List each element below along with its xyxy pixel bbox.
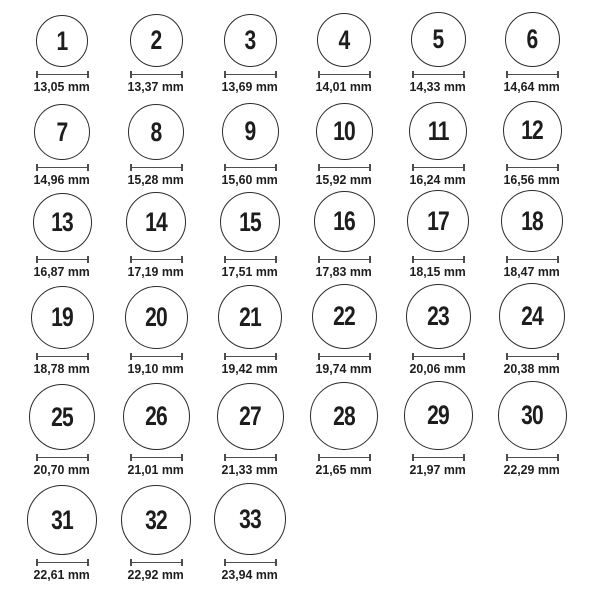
ring-size-number: 33: [239, 503, 261, 534]
ring-size-cell: [203, 14, 297, 94]
diameter-measure-bar: [38, 356, 87, 358]
ring-size-number: 29: [427, 400, 449, 430]
diameter-measure-line: [224, 164, 277, 171]
diameter-measure-bar: [414, 356, 463, 358]
ring-circle: [409, 102, 467, 160]
diameter-measure-bar: [508, 356, 557, 358]
ring-size-number: 27: [239, 401, 261, 431]
ring-size-number: 3: [244, 25, 256, 55]
ring-circle: [498, 381, 567, 450]
diameter-measure-bar: [38, 457, 87, 459]
diameter-measure-line: [224, 256, 277, 263]
ring-circle: [218, 285, 282, 349]
diameter-label: 17,19 mm: [127, 264, 185, 279]
ring-size-cell: [485, 381, 579, 477]
ring-size-cell: [297, 382, 391, 477]
diameter-measure-bar: [132, 259, 181, 261]
diameter-measure-line: [130, 454, 183, 461]
diameter-measure-bar: [226, 259, 275, 261]
ring-size-cell: [391, 381, 485, 477]
ring-size-cell: [485, 190, 579, 279]
ring-size-cell: [485, 101, 579, 187]
ring-circle: [407, 190, 469, 252]
ring-size-number: 14: [145, 206, 167, 237]
diameter-measure-bar: [38, 167, 87, 169]
diameter-measure-line: [318, 353, 371, 360]
ring-size-number: 32: [145, 504, 167, 535]
diameter-label: 22,29 mm: [503, 462, 561, 477]
ring-circle: [29, 384, 95, 450]
ring-circle: [126, 192, 186, 252]
diameter-label: 15,60 mm: [221, 172, 279, 187]
ring-circle: [34, 104, 90, 160]
diameter-label: 14,01 mm: [315, 79, 373, 94]
ring-circle: [501, 190, 563, 252]
chart-row: [0, 2, 600, 94]
diameter-measure-line: [36, 454, 89, 461]
diameter-label: 21,01 mm: [127, 462, 185, 477]
diameter-measure-bar: [226, 167, 275, 169]
ring-circle: [121, 485, 191, 555]
diameter-label: 20,38 mm: [503, 361, 561, 376]
diameter-label: 21,33 mm: [221, 462, 279, 477]
ring-circle: [499, 283, 565, 349]
diameter-label: 19,74 mm: [315, 361, 373, 376]
ring-size-cell: [109, 286, 203, 376]
diameter-measure-bar: [414, 74, 463, 76]
diameter-measure-line: [36, 353, 89, 360]
diameter-measure-bar: [38, 74, 87, 76]
diameter-label: 13,37 mm: [127, 79, 185, 94]
diameter-label: 20,06 mm: [409, 361, 467, 376]
diameter-measure-bar: [132, 562, 181, 564]
ring-size-number: 28: [333, 400, 355, 431]
diameter-measure-bar: [320, 74, 369, 76]
diameter-label: 18,47 mm: [503, 264, 561, 279]
ring-size-number: 21: [239, 301, 261, 332]
ring-circle: [27, 485, 97, 555]
diameter-label: 19,10 mm: [127, 361, 185, 376]
diameter-label: 16,56 mm: [503, 172, 561, 187]
diameter-label: 21,65 mm: [315, 462, 373, 477]
ring-size-number: 23: [427, 301, 449, 331]
ring-circle: [130, 14, 183, 67]
diameter-measure-line: [506, 256, 559, 263]
ring-size-number: 31: [51, 504, 73, 535]
chart-row: [0, 279, 600, 376]
diameter-measure-line: [130, 71, 183, 78]
ring-size-number: 17: [427, 205, 449, 236]
diameter-label: 22,61 mm: [33, 567, 91, 582]
diameter-measure-line: [318, 256, 371, 263]
diameter-measure-line: [412, 353, 465, 360]
diameter-measure-bar: [414, 167, 463, 169]
ring-size-number: 7: [56, 116, 68, 147]
ring-size-cell: [297, 191, 391, 279]
diameter-label: 16,87 mm: [33, 264, 91, 279]
diameter-label: 23,94 mm: [221, 567, 279, 582]
ring-size-cell: [203, 103, 297, 187]
diameter-measure-bar: [320, 457, 369, 459]
ring-size-cell: [297, 284, 391, 376]
ring-size-cell: [297, 13, 391, 94]
diameter-measure-line: [412, 256, 465, 263]
ring-circle: [31, 286, 94, 349]
diameter-measure-bar: [132, 457, 181, 459]
ring-size-number: 22: [333, 301, 355, 331]
ring-circle: [224, 14, 277, 67]
diameter-measure-bar: [320, 356, 369, 358]
ring-size-number: 4: [338, 24, 350, 55]
ring-circle: [36, 15, 88, 67]
diameter-measure-line: [412, 164, 465, 171]
ring-size-cell: [109, 104, 203, 187]
diameter-label: 14,33 mm: [409, 79, 467, 94]
ring-size-number: 16: [333, 206, 355, 236]
diameter-measure-line: [36, 559, 89, 566]
ring-circle: [128, 104, 184, 160]
diameter-label: 22,92 mm: [127, 567, 185, 582]
diameter-label: 16,24 mm: [409, 172, 467, 187]
chart-row: [0, 94, 600, 187]
diameter-measure-bar: [508, 457, 557, 459]
diameter-measure-line: [130, 559, 183, 566]
chart-row: [0, 376, 600, 477]
diameter-label: 17,83 mm: [315, 264, 373, 279]
ring-circle: [222, 103, 279, 160]
diameter-measure-line: [130, 256, 183, 263]
ring-size-number: 8: [150, 116, 162, 147]
diameter-measure-line: [318, 454, 371, 461]
ring-circle: [123, 383, 190, 450]
diameter-measure-line: [318, 71, 371, 78]
ring-circle: [505, 12, 560, 67]
ring-size-cell: [391, 190, 485, 279]
ring-size-cell: [391, 102, 485, 187]
ring-size-cell: [109, 485, 203, 582]
ring-size-cell: [15, 15, 109, 94]
diameter-measure-bar: [132, 74, 181, 76]
ring-size-cell: [15, 104, 109, 187]
diameter-label: 15,28 mm: [127, 172, 185, 187]
ring-circle: [411, 12, 466, 67]
diameter-label: 19,42 mm: [221, 361, 279, 376]
ring-size-cell: [15, 286, 109, 376]
diameter-measure-bar: [38, 562, 87, 564]
ring-circle: [310, 382, 378, 450]
ring-size-number: 2: [150, 25, 162, 55]
diameter-label: 17,51 mm: [221, 264, 279, 279]
diameter-measure-bar: [508, 167, 557, 169]
diameter-measure-bar: [226, 457, 275, 459]
diameter-measure-line: [36, 164, 89, 171]
ring-size-cell: [15, 485, 109, 582]
chart-row: [0, 477, 600, 582]
diameter-measure-line: [412, 71, 465, 78]
diameter-measure-bar: [414, 457, 463, 459]
ring-size-cell: [15, 193, 109, 279]
diameter-measure-bar: [226, 562, 275, 564]
diameter-measure-line: [36, 71, 89, 78]
ring-circle: [406, 284, 471, 349]
diameter-label: 13,69 mm: [221, 79, 279, 94]
ring-size-cell: [485, 283, 579, 376]
diameter-label: 13,05 mm: [33, 79, 91, 94]
ring-circle: [314, 191, 375, 252]
ring-size-number: 6: [526, 24, 538, 54]
chart-row: [0, 187, 600, 279]
diameter-label: 14,64 mm: [503, 79, 561, 94]
ring-size-cell: [203, 285, 297, 376]
ring-size-number: 26: [145, 401, 167, 431]
ring-size-number: 30: [521, 400, 543, 430]
ring-circle: [214, 483, 286, 555]
ring-size-number: 13: [51, 207, 73, 237]
ring-size-number: 20: [145, 302, 167, 332]
diameter-measure-line: [224, 353, 277, 360]
diameter-measure-line: [130, 353, 183, 360]
ring-size-cell: [297, 103, 391, 187]
diameter-measure-bar: [132, 167, 181, 169]
diameter-measure-line: [224, 71, 277, 78]
ring-circle: [316, 103, 373, 160]
ring-size-cell: [203, 192, 297, 279]
ring-size-number: 15: [239, 206, 261, 237]
diameter-label: 21,97 mm: [409, 462, 467, 477]
ring-circle: [312, 284, 377, 349]
diameter-measure-bar: [320, 259, 369, 261]
ring-circle: [404, 381, 473, 450]
ring-size-cell: [109, 192, 203, 279]
ring-circle: [220, 192, 280, 252]
diameter-measure-line: [224, 454, 277, 461]
ring-size-cell: [391, 284, 485, 376]
diameter-label: 18,78 mm: [33, 361, 91, 376]
diameter-measure-bar: [414, 259, 463, 261]
ring-size-number: 25: [51, 401, 73, 432]
diameter-measure-bar: [508, 74, 557, 76]
diameter-measure-line: [224, 559, 277, 566]
ring-size-number: 5: [432, 24, 444, 54]
diameter-measure-bar: [132, 356, 181, 358]
diameter-measure-line: [412, 454, 465, 461]
ring-size-cell: [203, 383, 297, 477]
diameter-measure-bar: [508, 259, 557, 261]
diameter-measure-line: [506, 454, 559, 461]
diameter-measure-line: [130, 164, 183, 171]
diameter-measure-bar: [320, 167, 369, 169]
diameter-label: 15,92 mm: [315, 172, 373, 187]
ring-circle: [217, 383, 284, 450]
diameter-measure-line: [318, 164, 371, 171]
diameter-measure-bar: [226, 356, 275, 358]
diameter-measure-bar: [38, 259, 87, 261]
ring-size-number: 19: [51, 302, 73, 332]
diameter-label: 14,96 mm: [33, 172, 91, 187]
diameter-label: 18,15 mm: [409, 264, 467, 279]
diameter-measure-line: [36, 256, 89, 263]
ring-size-number: 10: [333, 116, 355, 146]
ring-size-cell: [109, 383, 203, 477]
ring-size-cell: [391, 12, 485, 94]
ring-circle: [33, 193, 92, 252]
ring-size-number: 11: [427, 115, 449, 146]
ring-size-number: 1: [56, 25, 68, 56]
ring-size-cell: [203, 483, 297, 582]
diameter-measure-line: [506, 71, 559, 78]
diameter-label: 20,70 mm: [33, 462, 91, 477]
ring-circle: [125, 286, 188, 349]
ring-circle: [503, 101, 562, 160]
ring-size-number: 9: [244, 116, 256, 146]
ring-circle: [317, 13, 371, 67]
ring-size-number: 12: [521, 115, 543, 145]
ring-size-number: 18: [521, 205, 543, 236]
ring-size-cell: [109, 14, 203, 94]
diameter-measure-line: [506, 164, 559, 171]
ring-size-cell: [485, 12, 579, 94]
ring-size-number: 24: [521, 300, 543, 331]
diameter-measure-bar: [226, 74, 275, 76]
diameter-measure-line: [506, 353, 559, 360]
ring-size-cell: [15, 384, 109, 477]
